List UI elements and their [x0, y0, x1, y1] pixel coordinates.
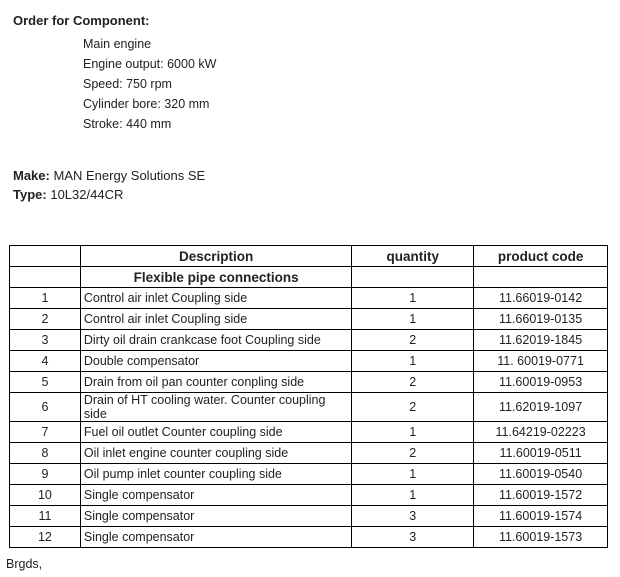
- table-row: [10, 443, 608, 464]
- row-number: 8: [10, 443, 81, 464]
- row-product-code: 11.66019-0142: [474, 288, 608, 309]
- make-line: [13, 168, 205, 183]
- order-heading: Order for Component:: [13, 13, 150, 28]
- row-description: Double compensator: [80, 351, 351, 372]
- group-quantity-cell: [352, 267, 474, 288]
- table-row: [10, 527, 608, 548]
- table-row: [10, 372, 608, 393]
- make-label: Make:: [13, 168, 50, 183]
- row-description: Single compensator: [80, 527, 351, 548]
- parts-table: [9, 245, 608, 548]
- type-line: [13, 187, 123, 202]
- row-number: 9: [10, 464, 81, 485]
- header-quantity: quantity: [352, 246, 474, 267]
- table-row: [10, 506, 608, 527]
- row-quantity: 1: [352, 422, 474, 443]
- row-product-code: 11.62019-1097: [474, 393, 608, 422]
- row-description: Control air inlet Coupling side: [80, 288, 351, 309]
- table-row: [10, 422, 608, 443]
- row-quantity: 2: [352, 393, 474, 422]
- spec-engine: Main engine: [83, 37, 152, 51]
- row-number: 4: [10, 351, 81, 372]
- row-number: 5: [10, 372, 81, 393]
- row-product-code: 11.60019-0511: [474, 443, 608, 464]
- row-quantity: 1: [352, 485, 474, 506]
- row-product-code: 11.66019-0135: [474, 309, 608, 330]
- row-description: Oil pump inlet counter coupling side: [80, 464, 351, 485]
- table-row: [10, 393, 608, 422]
- table-row: [10, 309, 608, 330]
- table-row: [10, 288, 608, 309]
- row-description: Control air inlet Coupling side: [80, 309, 351, 330]
- row-product-code: 11.60019-1573: [474, 527, 608, 548]
- row-product-code: 11.60019-1572: [474, 485, 608, 506]
- row-quantity: 3: [352, 506, 474, 527]
- row-number: 11: [10, 506, 81, 527]
- row-number: 3: [10, 330, 81, 351]
- row-description: Single compensator: [80, 506, 351, 527]
- make-value: MAN Energy Solutions SE: [53, 168, 206, 183]
- table-header-row: [10, 246, 608, 267]
- row-quantity: 2: [352, 443, 474, 464]
- row-description: Dirty oil drain crankcase foot Coupling side: [80, 330, 351, 351]
- type-value: 10L32/44CR: [50, 187, 124, 202]
- row-description: Drain from oil pan counter conpling side: [80, 372, 351, 393]
- engine-specs: [83, 34, 216, 134]
- header-description: Description: [80, 246, 351, 267]
- row-number: 7: [10, 422, 81, 443]
- table-row: [10, 485, 608, 506]
- row-product-code: 11. 60019-0771: [474, 351, 608, 372]
- row-description: Oil inlet engine counter coupling side: [80, 443, 351, 464]
- row-product-code: 11.62019-1845: [474, 330, 608, 351]
- group-title-row: [10, 267, 608, 288]
- table-row: [10, 351, 608, 372]
- spec-output: Engine output: 6000 kW: [83, 57, 217, 71]
- row-number: 2: [10, 309, 81, 330]
- group-code-cell: [474, 267, 608, 288]
- row-number: 10: [10, 485, 81, 506]
- row-product-code: 11.60019-0540: [474, 464, 608, 485]
- table-row: [10, 330, 608, 351]
- row-quantity: 1: [352, 351, 474, 372]
- row-quantity: 1: [352, 309, 474, 330]
- row-product-code: 11.60019-0953: [474, 372, 608, 393]
- header-number: [10, 246, 81, 267]
- group-title: Flexible pipe connections: [80, 267, 351, 288]
- row-quantity: 1: [352, 288, 474, 309]
- row-product-code: 11.64219-02223: [474, 422, 608, 443]
- row-number: 12: [10, 527, 81, 548]
- spec-bore: Cylinder bore: 320 mm: [83, 97, 210, 111]
- row-number: 6: [10, 393, 81, 422]
- group-number-cell: [10, 267, 81, 288]
- row-description: Single compensator: [80, 485, 351, 506]
- signoff: Brgds,: [6, 557, 43, 571]
- row-product-code: 11.60019-1574: [474, 506, 608, 527]
- row-quantity: 3: [352, 527, 474, 548]
- header-product-code: product code: [474, 246, 608, 267]
- row-quantity: 2: [352, 372, 474, 393]
- table-row: [10, 464, 608, 485]
- spec-speed: Speed: 750 rpm: [83, 77, 172, 91]
- row-number: 1: [10, 288, 81, 309]
- row-description: Drain of HT cooling water. Counter coupling side: [80, 393, 351, 422]
- spec-stroke: Stroke: 440 mm: [83, 117, 172, 131]
- row-description: Fuel oil outlet Counter coupling side: [80, 422, 351, 443]
- type-label: Type:: [13, 187, 47, 202]
- row-quantity: 2: [352, 330, 474, 351]
- row-quantity: 1: [352, 464, 474, 485]
